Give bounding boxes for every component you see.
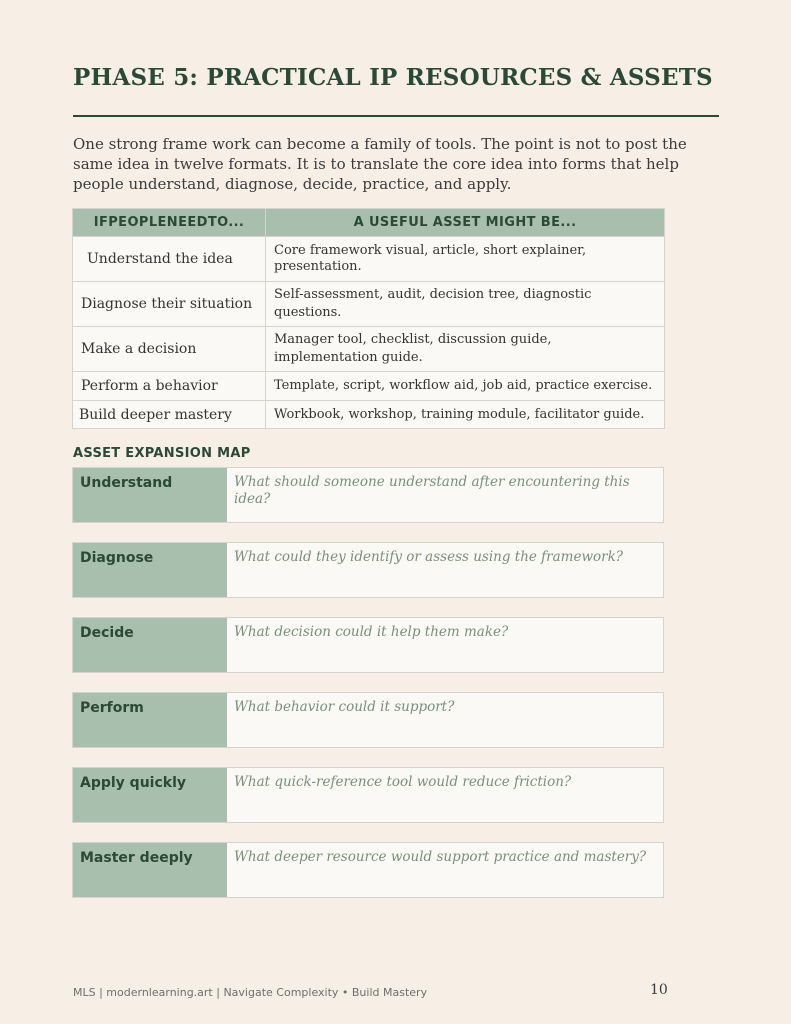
need-cell: Diagnose their situation bbox=[73, 282, 266, 327]
asset-expansion-map-heading: ASSET EXPANSION MAP bbox=[73, 446, 251, 461]
map-row-understand bbox=[72, 467, 664, 523]
map-label: Diagnose bbox=[73, 543, 227, 597]
map-question: What behavior could it support? bbox=[227, 693, 663, 747]
footer-text: MLS | modernlearning.art | Navigate Complexity • Build Mastery bbox=[73, 986, 428, 999]
column-header-asset: A USEFUL ASSET MIGHT BE... bbox=[266, 209, 665, 237]
column-header-need: IFPEOPLENEEDTO... bbox=[73, 209, 266, 237]
map-row-perform bbox=[72, 692, 664, 748]
table-row bbox=[73, 372, 665, 401]
table-row bbox=[73, 282, 665, 327]
page-number: 10 bbox=[650, 982, 668, 998]
map-label: Master deeply bbox=[73, 843, 227, 897]
asset-cell: Core framework visual, article, short explainer, presentation. bbox=[266, 237, 665, 282]
map-label: Understand bbox=[73, 468, 227, 522]
asset-cell: Template, script, workflow aid, job aid, practice exercise. bbox=[266, 372, 665, 401]
need-cell: Understand the idea bbox=[73, 237, 266, 282]
map-question: What decision could it help them make? bbox=[227, 618, 663, 672]
table-row bbox=[73, 327, 665, 372]
asset-cell: Workbook, workshop, training module, facilitator guide. bbox=[266, 401, 665, 429]
need-cell: Build deeper mastery bbox=[73, 401, 266, 429]
page-title: PHASE 5: PRACTICAL IP RESOURCES & ASSETS bbox=[73, 64, 713, 91]
asset-cell: Self-assessment, audit, decision tree, diagnostic questions. bbox=[266, 282, 665, 327]
asset-table bbox=[72, 208, 665, 429]
title-divider bbox=[73, 115, 719, 117]
asset-cell: Manager tool, checklist, discussion guide, implementation guide. bbox=[266, 327, 665, 372]
map-row-diagnose bbox=[72, 542, 664, 598]
map-question: What deeper resource would support practice and mastery? bbox=[227, 843, 663, 897]
table-row bbox=[73, 401, 665, 429]
intro-paragraph: One strong frame work can become a family of tools. The point is not to post the same idea in twelve formats. It is to translate the core idea into forms that help people understand, diagnose, decide, practice, and apply. bbox=[73, 135, 687, 193]
map-label: Perform bbox=[73, 693, 227, 747]
map-question: What quick-reference tool would reduce friction? bbox=[227, 768, 663, 822]
table-row bbox=[73, 237, 665, 282]
need-cell: Perform a behavior bbox=[73, 372, 266, 401]
map-row-master-deeply bbox=[72, 842, 664, 898]
asset-table-header-row bbox=[73, 209, 665, 237]
need-cell: Make a decision bbox=[73, 327, 266, 372]
map-row-decide bbox=[72, 617, 664, 673]
map-question: What should someone understand after encountering this idea? bbox=[227, 468, 663, 522]
map-label: Decide bbox=[73, 618, 227, 672]
map-row-apply-quickly bbox=[72, 767, 664, 823]
map-label: Apply quickly bbox=[73, 768, 227, 822]
map-question: What could they identify or assess using the framework? bbox=[227, 543, 663, 597]
